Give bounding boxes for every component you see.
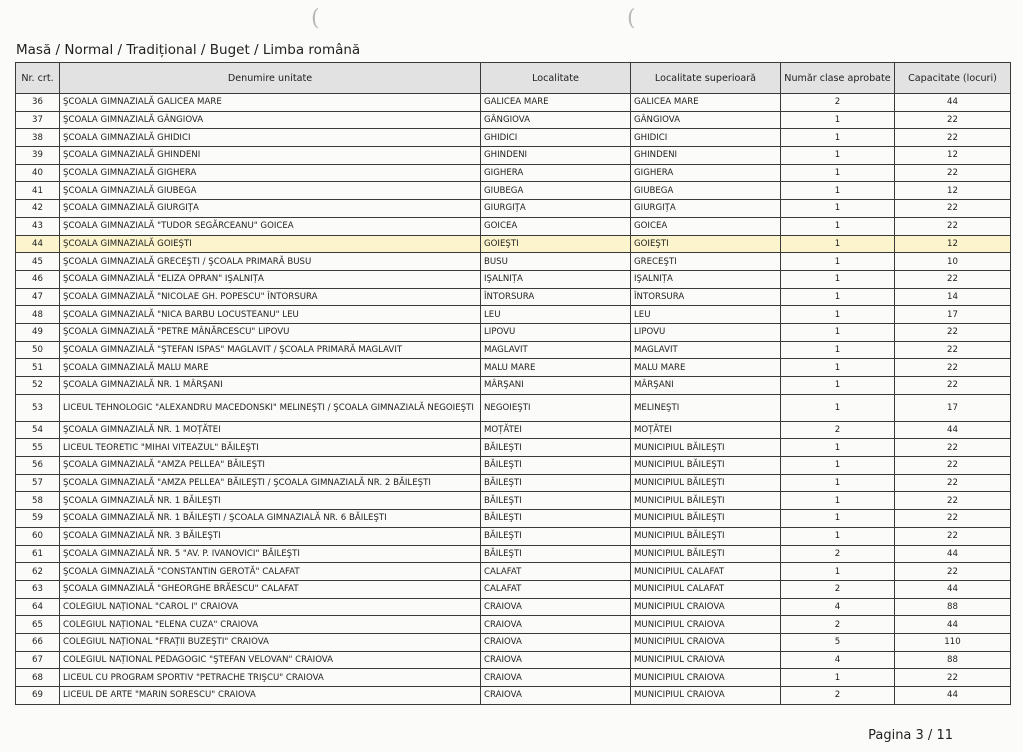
cell-denumire: ŞCOALA GIMNAZIALĂ "PETRE MÂNĂRCESCU" LIPOVU: [60, 323, 481, 341]
cell-localitate-superioara: MUNICIPIUL CRAIOVA: [631, 687, 781, 705]
table-row: [16, 200, 1011, 218]
cell-localitate-superioara: MUNICIPIUL CALAFAT: [631, 563, 781, 581]
cell-capacitate: 110: [895, 633, 1011, 651]
cell-numar-clase: 1: [781, 164, 895, 182]
cell-denumire: ŞCOALA GIMNAZIALĂ GIURGIȚA: [60, 200, 481, 218]
cell-localitate: MAGLAVIT: [481, 341, 631, 359]
cell-localitate: BUSU: [481, 253, 631, 271]
cell-denumire: ŞCOALA GIMNAZIALĂ "GHEORGHE BRĂESCU" CALAFAT: [60, 580, 481, 598]
cell-capacitate: 88: [895, 651, 1011, 669]
cell-numar-clase: 1: [781, 474, 895, 492]
table-row: [16, 182, 1011, 200]
cell-denumire: ŞCOALA GIMNAZIALĂ "CONSTANTIN GEROTĂ" CALAFAT: [60, 563, 481, 581]
cell-capacitate: 22: [895, 527, 1011, 545]
cell-denumire: ŞCOALA GIMNAZIALĂ GIUBEGA: [60, 182, 481, 200]
cell-numar-clase: 1: [781, 492, 895, 510]
cell-capacitate: 12: [895, 235, 1011, 253]
cell-denumire: COLEGIUL NAȚIONAL "ELENA CUZA" CRAIOVA: [60, 616, 481, 634]
cell-nr: 48: [16, 306, 60, 324]
cell-denumire: ŞCOALA GIMNAZIALĂ GIGHERA: [60, 164, 481, 182]
cell-numar-clase: 1: [781, 288, 895, 306]
cell-nr: 60: [16, 527, 60, 545]
cell-numar-clase: 4: [781, 651, 895, 669]
cell-numar-clase: 1: [781, 253, 895, 271]
cell-localitate-superioara: MUNICIPIUL BĂILEŞTI: [631, 492, 781, 510]
col-header-localitate: Localitate: [481, 63, 631, 94]
table-row: [16, 147, 1011, 165]
cell-numar-clase: 1: [781, 394, 895, 421]
cell-nr: 52: [16, 377, 60, 395]
cell-denumire: ŞCOALA GIMNAZIALĂ NR. 5 "AV. P. IVANOVICI" BĂILEŞTI: [60, 545, 481, 563]
cell-denumire: LICEUL DE ARTE "MARIN SORESCU" CRAIOVA: [60, 687, 481, 705]
cell-numar-clase: 1: [781, 341, 895, 359]
cell-denumire: ŞCOALA GIMNAZIALĂ MALU MARE: [60, 359, 481, 377]
cell-localitate: CRAIOVA: [481, 633, 631, 651]
cell-denumire: ŞCOALA GIMNAZIALĂ NR. 3 BĂILEŞTI: [60, 527, 481, 545]
punch-hole-mark-right: (: [627, 6, 636, 31]
cell-denumire: COLEGIUL NAȚIONAL "FRAȚII BUZEŞTI" CRAIOVA: [60, 633, 481, 651]
cell-localitate-superioara: MUNICIPIUL CALAFAT: [631, 580, 781, 598]
table-row: [16, 288, 1011, 306]
cell-localitate-superioara: GRECEŞTI: [631, 253, 781, 271]
col-header-numar-clase: Număr clase aprobate: [781, 63, 895, 94]
cell-localitate-superioara: MUNICIPIUL BĂILEŞTI: [631, 510, 781, 528]
cell-denumire: COLEGIUL NAȚIONAL PEDAGOGIC "ŞTEFAN VELOVAN" CRAIOVA: [60, 651, 481, 669]
table-row: [16, 669, 1011, 687]
cell-denumire: ŞCOALA GIMNAZIALĂ GÂNGIOVA: [60, 111, 481, 129]
table-row: [16, 687, 1011, 705]
cell-numar-clase: 1: [781, 527, 895, 545]
cell-nr: 63: [16, 580, 60, 598]
cell-localitate-superioara: MOȚĂTEI: [631, 421, 781, 439]
cell-nr: 39: [16, 147, 60, 165]
cell-capacitate: 22: [895, 474, 1011, 492]
cell-denumire: ŞCOALA GIMNAZIALĂ GOIEŞTI: [60, 235, 481, 253]
cell-localitate: NEGOIEŞTI: [481, 394, 631, 421]
cell-denumire: COLEGIUL NAȚIONAL "CAROL I" CRAIOVA: [60, 598, 481, 616]
table-row: [16, 492, 1011, 510]
cell-capacitate: 17: [895, 306, 1011, 324]
cell-numar-clase: 1: [781, 129, 895, 147]
table-row: [16, 270, 1011, 288]
table-row: [16, 651, 1011, 669]
cell-numar-clase: 1: [781, 510, 895, 528]
cell-localitate: GOIEŞTI: [481, 235, 631, 253]
cell-localitate-superioara: MALU MARE: [631, 359, 781, 377]
table-row: [16, 129, 1011, 147]
cell-localitate: BĂILEŞTI: [481, 457, 631, 475]
table-row: [16, 306, 1011, 324]
cell-localitate: MOȚĂTEI: [481, 421, 631, 439]
cell-localitate-superioara: MELINEŞTI: [631, 394, 781, 421]
cell-numar-clase: 1: [781, 147, 895, 165]
cell-localitate-superioara: MUNICIPIUL BĂILEŞTI: [631, 439, 781, 457]
cell-denumire: ŞCOALA GIMNAZIALĂ "ELIZA OPRAN" IŞALNIȚA: [60, 270, 481, 288]
cell-nr: 66: [16, 633, 60, 651]
cell-localitate: CRAIOVA: [481, 687, 631, 705]
cell-localitate: GIUBEGA: [481, 182, 631, 200]
cell-denumire: ŞCOALA GIMNAZIALĂ "NICOLAE GH. POPESCU" ÎNTORSURA: [60, 288, 481, 306]
cell-numar-clase: 5: [781, 633, 895, 651]
cell-denumire: ŞCOALA GIMNAZIALĂ GALICEA MARE: [60, 94, 481, 112]
cell-numar-clase: 1: [781, 439, 895, 457]
cell-localitate-superioara: MUNICIPIUL BĂILEŞTI: [631, 527, 781, 545]
cell-capacitate: 22: [895, 217, 1011, 235]
cell-nr: 69: [16, 687, 60, 705]
cell-capacitate: 22: [895, 164, 1011, 182]
cell-localitate: ÎNTORSURA: [481, 288, 631, 306]
cell-nr: 64: [16, 598, 60, 616]
table-row: [16, 421, 1011, 439]
cell-denumire: ŞCOALA GIMNAZIALĂ NR. 1 MÂRŞANI: [60, 377, 481, 395]
cell-localitate: IŞALNIȚA: [481, 270, 631, 288]
cell-numar-clase: 2: [781, 580, 895, 598]
cell-localitate-superioara: MUNICIPIUL CRAIOVA: [631, 616, 781, 634]
cell-denumire: ŞCOALA GIMNAZIALĂ GHIDICI: [60, 129, 481, 147]
cell-localitate: CRAIOVA: [481, 669, 631, 687]
table-row: [16, 377, 1011, 395]
table-row: [16, 164, 1011, 182]
cell-localitate-superioara: LIPOVU: [631, 323, 781, 341]
cell-capacitate: 22: [895, 359, 1011, 377]
table-row: [16, 563, 1011, 581]
table-row: [16, 527, 1011, 545]
table-row: [16, 545, 1011, 563]
cell-localitate: GIGHERA: [481, 164, 631, 182]
cell-capacitate: 44: [895, 687, 1011, 705]
cell-localitate-superioara: IŞALNIȚA: [631, 270, 781, 288]
cell-localitate: LIPOVU: [481, 323, 631, 341]
cell-denumire: LICEUL TEORETIC "MIHAI VITEAZUL" BĂILEŞTI: [60, 439, 481, 457]
cell-capacitate: 12: [895, 182, 1011, 200]
cell-numar-clase: 1: [781, 217, 895, 235]
cell-nr: 47: [16, 288, 60, 306]
cell-nr: 51: [16, 359, 60, 377]
cell-capacitate: 22: [895, 457, 1011, 475]
cell-denumire: ŞCOALA GIMNAZIALĂ "ŞTEFAN ISPAS" MAGLAVIT / ŞCOALA PRIMARĂ MAGLAVIT: [60, 341, 481, 359]
cell-nr: 44: [16, 235, 60, 253]
cell-numar-clase: 1: [781, 182, 895, 200]
table-row: [16, 253, 1011, 271]
cell-capacitate: 22: [895, 111, 1011, 129]
cell-denumire: ŞCOALA GIMNAZIALĂ "AMZA PELLEA" BĂILEŞTI / ŞCOALA GIMNAZIALĂ NR. 2 BĂILEŞTI: [60, 474, 481, 492]
table-row: [16, 359, 1011, 377]
cell-localitate: BĂILEŞTI: [481, 527, 631, 545]
cell-numar-clase: 1: [781, 323, 895, 341]
cell-localitate: MÂRŞANI: [481, 377, 631, 395]
cell-capacitate: 22: [895, 129, 1011, 147]
cell-numar-clase: 1: [781, 306, 895, 324]
cell-numar-clase: 2: [781, 687, 895, 705]
cell-localitate: GHIDICI: [481, 129, 631, 147]
cell-localitate: BĂILEŞTI: [481, 510, 631, 528]
table-row: [16, 235, 1011, 253]
col-header-capacitate: Capacitate (locuri): [895, 63, 1011, 94]
cell-numar-clase: 1: [781, 200, 895, 218]
cell-localitate-superioara: GHIDICI: [631, 129, 781, 147]
cell-capacitate: 44: [895, 580, 1011, 598]
cell-localitate-superioara: MAGLAVIT: [631, 341, 781, 359]
cell-localitate: CRAIOVA: [481, 616, 631, 634]
cell-capacitate: 22: [895, 669, 1011, 687]
col-header-nr: Nr. crt.: [16, 63, 60, 94]
cell-capacitate: 44: [895, 94, 1011, 112]
table-row: [16, 510, 1011, 528]
cell-numar-clase: 1: [781, 377, 895, 395]
schools-table: [15, 62, 1011, 705]
section-path-title: Masă / Normal / Tradițional / Buget / Limba română: [16, 42, 361, 58]
cell-capacitate: 22: [895, 200, 1011, 218]
cell-nr: 45: [16, 253, 60, 271]
cell-nr: 46: [16, 270, 60, 288]
cell-numar-clase: 1: [781, 669, 895, 687]
cell-nr: 55: [16, 439, 60, 457]
cell-denumire: LICEUL CU PROGRAM SPORTIV "PETRACHE TRIŞCU" CRAIOVA: [60, 669, 481, 687]
table-row: [16, 439, 1011, 457]
cell-localitate-superioara: MUNICIPIUL CRAIOVA: [631, 633, 781, 651]
cell-localitate-superioara: MUNICIPIUL CRAIOVA: [631, 669, 781, 687]
cell-numar-clase: 2: [781, 545, 895, 563]
cell-denumire: ŞCOALA GIMNAZIALĂ GRECEŞTI / ŞCOALA PRIMARĂ BUSU: [60, 253, 481, 271]
cell-capacitate: 10: [895, 253, 1011, 271]
cell-nr: 53: [16, 394, 60, 421]
table-row: [16, 616, 1011, 634]
cell-numar-clase: 1: [781, 359, 895, 377]
cell-denumire: ŞCOALA GIMNAZIALĂ "AMZA PELLEA" BĂILEŞTI: [60, 457, 481, 475]
cell-capacitate: 22: [895, 510, 1011, 528]
cell-capacitate: 22: [895, 492, 1011, 510]
cell-localitate-superioara: MUNICIPIUL BĂILEŞTI: [631, 457, 781, 475]
cell-localitate: LEU: [481, 306, 631, 324]
cell-localitate-superioara: MUNICIPIUL BĂILEŞTI: [631, 474, 781, 492]
cell-localitate-superioara: MÂRŞANI: [631, 377, 781, 395]
cell-numar-clase: 1: [781, 235, 895, 253]
cell-capacitate: 22: [895, 341, 1011, 359]
col-header-denumire: Denumire unitate: [60, 63, 481, 94]
cell-capacitate: 44: [895, 421, 1011, 439]
cell-nr: 41: [16, 182, 60, 200]
cell-numar-clase: 1: [781, 111, 895, 129]
col-header-localitate-superioara: Localitate superioară: [631, 63, 781, 94]
cell-localitate: MALU MARE: [481, 359, 631, 377]
table-header-row: [16, 63, 1011, 94]
cell-capacitate: 44: [895, 616, 1011, 634]
table-row: [16, 633, 1011, 651]
cell-nr: 67: [16, 651, 60, 669]
cell-nr: 43: [16, 217, 60, 235]
cell-localitate: GIURGIȚA: [481, 200, 631, 218]
cell-localitate-superioara: GALICEA MARE: [631, 94, 781, 112]
cell-numar-clase: 1: [781, 457, 895, 475]
cell-nr: 58: [16, 492, 60, 510]
cell-nr: 40: [16, 164, 60, 182]
cell-nr: 61: [16, 545, 60, 563]
cell-localitate-superioara: MUNICIPIUL BĂILEŞTI: [631, 545, 781, 563]
cell-nr: 42: [16, 200, 60, 218]
cell-capacitate: 44: [895, 545, 1011, 563]
cell-localitate-superioara: ÎNTORSURA: [631, 288, 781, 306]
cell-localitate: GOICEA: [481, 217, 631, 235]
table-row: [16, 341, 1011, 359]
table-row: [16, 474, 1011, 492]
cell-localitate: BĂILEŞTI: [481, 492, 631, 510]
cell-localitate-superioara: GÂNGIOVA: [631, 111, 781, 129]
cell-nr: 54: [16, 421, 60, 439]
cell-numar-clase: 1: [781, 270, 895, 288]
cell-numar-clase: 2: [781, 94, 895, 112]
cell-localitate: GHINDENI: [481, 147, 631, 165]
cell-localitate: CALAFAT: [481, 563, 631, 581]
cell-numar-clase: 1: [781, 563, 895, 581]
table-row: [16, 323, 1011, 341]
cell-capacitate: 22: [895, 563, 1011, 581]
cell-nr: 49: [16, 323, 60, 341]
cell-numar-clase: 4: [781, 598, 895, 616]
table-body: [16, 94, 1011, 705]
page-number: Pagina 3 / 11: [868, 728, 953, 743]
cell-denumire: LICEUL TEHNOLOGIC "ALEXANDRU MACEDONSKI" MELINEŞTI / ŞCOALA GIMNAZIALĂ NEGOIEŞTI: [60, 394, 481, 421]
cell-localitate: BĂILEŞTI: [481, 439, 631, 457]
cell-localitate: CRAIOVA: [481, 651, 631, 669]
cell-nr: 68: [16, 669, 60, 687]
table-row: [16, 598, 1011, 616]
table-row: [16, 217, 1011, 235]
cell-denumire: ŞCOALA GIMNAZIALĂ GHINDENI: [60, 147, 481, 165]
cell-denumire: ŞCOALA GIMNAZIALĂ NR. 1 BĂILEŞTI: [60, 492, 481, 510]
cell-denumire: ŞCOALA GIMNAZIALĂ NR. 1 BĂILEŞTI / ŞCOALA GIMNAZIALĂ NR. 6 BĂILEŞTI: [60, 510, 481, 528]
cell-nr: 50: [16, 341, 60, 359]
punch-hole-mark-left: (: [311, 6, 320, 31]
table-row: [16, 394, 1011, 421]
cell-nr: 62: [16, 563, 60, 581]
cell-localitate-superioara: MUNICIPIUL CRAIOVA: [631, 651, 781, 669]
cell-numar-clase: 2: [781, 616, 895, 634]
cell-localitate-superioara: GOIEŞTI: [631, 235, 781, 253]
cell-localitate: GÂNGIOVA: [481, 111, 631, 129]
cell-nr: 38: [16, 129, 60, 147]
cell-capacitate: 88: [895, 598, 1011, 616]
cell-denumire: ŞCOALA GIMNAZIALĂ "TUDOR SEGĂRCEANU" GOICEA: [60, 217, 481, 235]
cell-localitate: CALAFAT: [481, 580, 631, 598]
cell-denumire: ŞCOALA GIMNAZIALĂ "NICA BARBU LOCUSTEANU" LEU: [60, 306, 481, 324]
cell-localitate: BĂILEŞTI: [481, 545, 631, 563]
cell-capacitate: 12: [895, 147, 1011, 165]
cell-capacitate: 14: [895, 288, 1011, 306]
cell-localitate-superioara: GIGHERA: [631, 164, 781, 182]
cell-nr: 59: [16, 510, 60, 528]
cell-localitate: GALICEA MARE: [481, 94, 631, 112]
cell-nr: 65: [16, 616, 60, 634]
cell-nr: 36: [16, 94, 60, 112]
cell-localitate-superioara: LEU: [631, 306, 781, 324]
table-row: [16, 94, 1011, 112]
cell-numar-clase: 2: [781, 421, 895, 439]
cell-localitate-superioara: GHINDENI: [631, 147, 781, 165]
cell-nr: 37: [16, 111, 60, 129]
cell-nr: 57: [16, 474, 60, 492]
cell-capacitate: 22: [895, 377, 1011, 395]
cell-capacitate: 17: [895, 394, 1011, 421]
cell-localitate-superioara: GIURGIȚA: [631, 200, 781, 218]
cell-nr: 56: [16, 457, 60, 475]
cell-denumire: ŞCOALA GIMNAZIALĂ NR. 1 MOȚĂTEI: [60, 421, 481, 439]
cell-localitate-superioara: MUNICIPIUL CRAIOVA: [631, 598, 781, 616]
table-row: [16, 580, 1011, 598]
cell-localitate-superioara: GIUBEGA: [631, 182, 781, 200]
cell-localitate-superioara: GOICEA: [631, 217, 781, 235]
table-row: [16, 457, 1011, 475]
cell-capacitate: 22: [895, 270, 1011, 288]
table-row: [16, 111, 1011, 129]
cell-localitate: CRAIOVA: [481, 598, 631, 616]
cell-localitate: BĂILEŞTI: [481, 474, 631, 492]
cell-capacitate: 22: [895, 323, 1011, 341]
cell-capacitate: 22: [895, 439, 1011, 457]
